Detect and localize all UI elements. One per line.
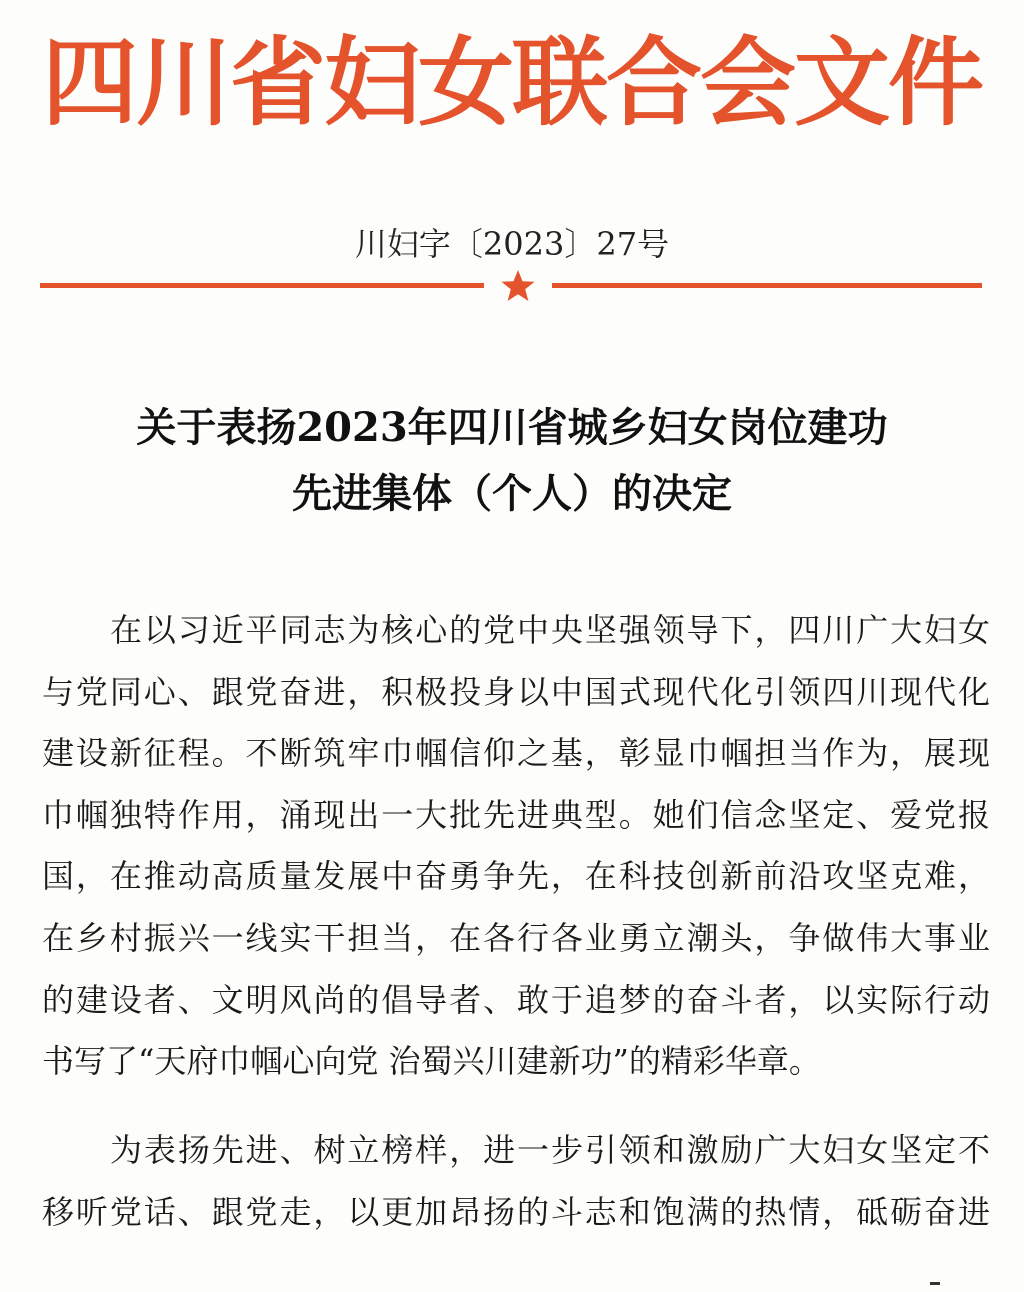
paragraph-line: 移听党话、跟党走，以更加昂扬的斗志和饱满的热情，砥砺奋进 [42,1192,990,1231]
body-paragraph-2 [42,1120,990,1243]
masthead-title: 四川省妇女联合会文件 [42,26,982,139]
paragraph-line: 巾帼独特作用，涌现出一大批先进典型。她们信念坚定、爱党报 [42,795,990,834]
paragraph-line: 在以习近平同志为核心的党中央坚强领导下，四川广大妇女 [110,611,990,649]
document-title-line-1: 关于表扬2023年四川省城乡妇女岗位建功 [136,404,888,451]
paragraph-line: 为表扬先进、树立榜样，进一步引领和激励广大妇女坚定不 [110,1131,990,1169]
paragraph-line: 在乡村振兴一线实干担当，在各行各业勇立潮头，争做伟大事业 [42,918,990,957]
document-title-line-2: 先进集体（个人）的决定 [292,470,732,517]
paragraph-line: 书写了“天府巾帼心向党 治蜀兴川建新功”的精彩华章。 [42,1042,821,1081]
paragraph-line: 国，在推动高质量发展中奋勇争先，在科技创新前沿攻坚克难， [42,857,990,896]
star-icon [500,268,536,304]
scan-mark [930,1282,940,1285]
paragraph-line: 与党同心、跟党奋进，积极投身以中国式现代化引领四川现代化 [42,672,990,711]
divider-rule-right [552,283,982,288]
paragraph-line: 建设新征程。不断筑牢巾帼信仰之基，彰显巾帼担当作为，展现 [42,734,990,773]
paragraph-line: 的建设者、文明风尚的倡导者、敢于追梦的奋斗者，以实际行动 [42,980,990,1019]
divider-rule-left [40,283,484,288]
document-number: 川妇字〔2023〕27号 [354,225,670,263]
body-paragraph-1 [42,600,990,1093]
